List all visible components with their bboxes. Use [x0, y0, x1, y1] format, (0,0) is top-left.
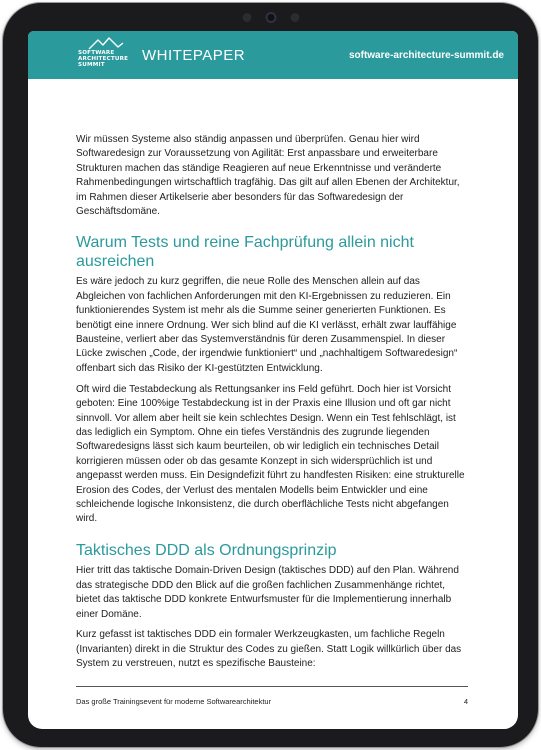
sensor-icon — [290, 13, 299, 22]
logo-line: SUMMIT — [78, 62, 105, 68]
tablet-frame — [3, 3, 538, 747]
website-link[interactable]: software-architecture-summit.de — [348, 49, 504, 61]
intro-paragraph: Wir müssen Systeme also ständig anpassen und überprüfen. Genau hier wird Softwaredesign zur Voraussetzung von Agilität: Erst anpassbare und erweiterbare Strukturen machen das ständige Reagieren auf neue Erkenntnisse und veränderte Rahmenbedingungen wirtschaftlich tragfähig. Das gilt auf allen Ebenen der Architektur, im Rahmen dieser Artikelserie aber besonders für das Softwaredesign der Geschäftsdomäne. — [76, 134, 460, 218]
page-footer — [76, 686, 468, 706]
camera-icon — [265, 12, 276, 23]
page-number: 4 — [463, 697, 468, 706]
sensor-icon — [242, 13, 251, 22]
logo-line: ARCHITECTURE — [78, 56, 129, 62]
screen — [28, 31, 518, 729]
paragraph: Kurz gefasst ist taktisches DDD ein formaler Werkzeugkasten, um fachliche Regeln (Invarianten) direkt in die Struktur des Codes zu gießen. Statt Logik willkürlich über das System zu verstreuen, nutzt es spezifische Bausteine: — [76, 629, 462, 670]
footer-caption: Das große Trainingsevent für moderne Softwarearchitektur — [76, 697, 272, 706]
article-body — [28, 79, 518, 672]
logo-line: SOFTWARE — [78, 50, 115, 56]
summit-logo — [78, 40, 132, 70]
paragraph: Es wäre jedoch zu kurz gegriffen, die neue Rolle des Menschen allein auf das Abgleichen von fachlichen Anforderungen mit den KI-Ergebnissen zu reduzieren. Ein funktionierendes System ist mehr als die Summe seiner generierten Funktionen. Es benötigt eine innere Ordnung. Wer sich blind auf die KI verlässt, erhält zwar lauffähige Bausteine, verliert aber das Systemverständnis für deren Zusammenspiel. In dieser Lücke zwischen „Code, der irgendwie funktioniert“ und „nachhaltigem Softwaredesign“ offenbart sich das Risiko der KI-gestützten Entwicklung. — [76, 276, 458, 374]
brand — [78, 40, 245, 70]
section-heading: Warum Tests und reine Fachprüfung allein nicht ausreichen — [76, 234, 414, 270]
document-type-title: WHITEPAPER — [142, 46, 246, 64]
paragraph: Hier tritt das taktische Domain-Driven Design (taktisches DDD) auf den Plan. Während das strategische DDD den Blick auf die großen fachlichen Zusammenhänge richtet, bietet das taktische DDD konkrete Entwurfsmuster für die Implementierung innerhalb einer Domäne. — [76, 565, 459, 620]
camera-bar — [242, 12, 299, 23]
page-header — [28, 31, 518, 79]
logo-text — [78, 50, 128, 68]
mountain-logo-icon — [88, 37, 124, 50]
paragraph: Oft wird die Testabdeckung als Rettungsanker ins Feld geführt. Doch hier ist Vorsicht geboten: Eine 100%ige Testabdeckung ist in der Praxis eine Illusion und oft gar nicht sinnvoll. Vor allem aber heilt sie kein schlechtes Design. Wenn ein Test fehlschlägt, ist das lediglich ein Symptom. Ohne ein tiefes Verständnis des zugrunde liegenden Softwaredesigns lässt sich kaum beurteilen, ob wir lediglich ein technisches Detail korrigieren müssen oder ob das gesamte Konzept in sich widersprüchlich ist und angepasst werden muss. Ein Designdefizit führt zu handfesten Risiken: eine strukturelle Erosion des Codes, der Verlust des mentalen Modells beim Entwickler und eine schleichende logische Inkonsistenz, die durch oberflächliche Tests nicht abgefangen wird. — [76, 383, 465, 525]
section-heading: Taktisches DDD als Ordnungsprinzip — [76, 541, 337, 559]
